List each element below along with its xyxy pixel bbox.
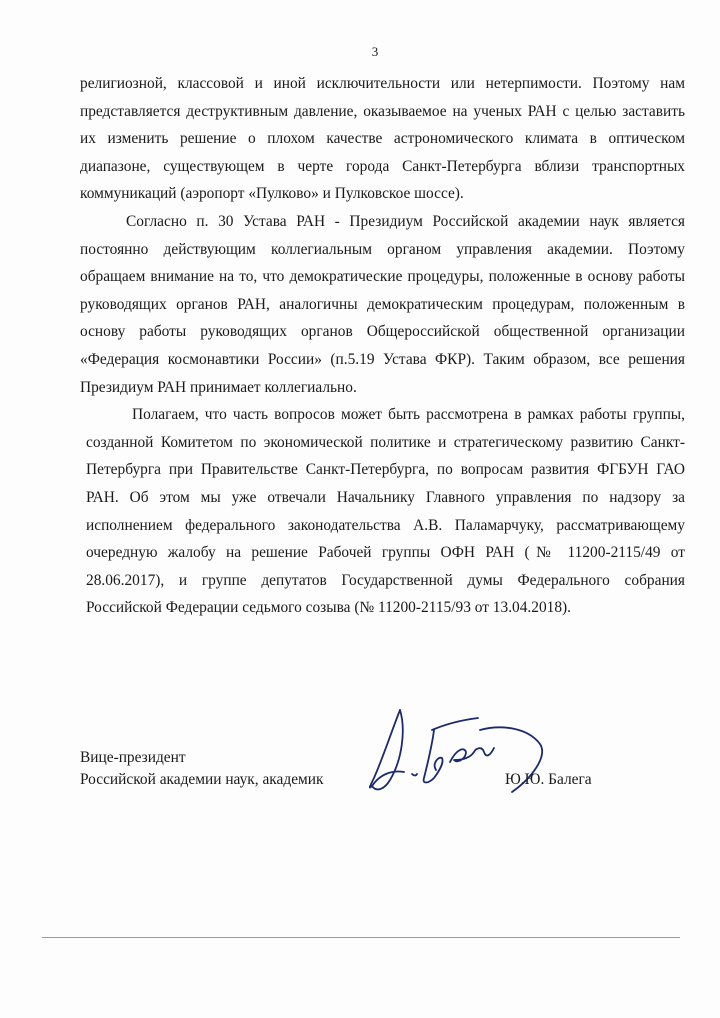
footer-divider xyxy=(42,937,680,938)
signer-title xyxy=(80,747,324,791)
signer-title-line-1: Вице-президент xyxy=(80,749,186,766)
paragraph-1: религиозной, классовой и иной исключительности или нетерпимости. Поэтому нам представляется деструктивным давление, оказываемое на ученых РАН с целью заставить их изменить решение о плохом качестве астрономического климата в оптическом диапазоне, существующем в черте города Санкт-Петербурга вблизи транспортных коммуникаций (аэропорт «Пулково» и Пулковское шоссе). xyxy=(80,75,685,203)
signer-title-line-2: Российской академии наук, академик xyxy=(80,771,324,788)
page-number: 3 xyxy=(371,44,379,59)
signer-name: Ю.Ю. Балега xyxy=(505,771,592,788)
letter-body xyxy=(80,70,685,622)
paragraph-2: Согласно п. 30 Устава РАН - Президиум Российской академии наук является постоянно действующим коллегиальным органом управления академии. Поэтому обращаем внимание на то, что демократические процедуры, положенные в основу работы руководящих органов РАН, аналогичны демократическим процедурам, положенным в основу работы руководящих органов Общероссийской общественной организации «Федерация космонавтики России» (п.5.19 Устава ФКР). Таким образом, все решения Президиум РАН принимает коллегиально. xyxy=(80,212,685,396)
paragraph-3: Полагаем, что часть вопросов может быть рассмотрена в рамках работы группы, созданной Комитетом по экономической политике и стратегическому развитию Санкт-Петербурга при Правительстве Санкт-Петербурга, по вопросам развития ФГБУН ГАО РАН. Об этом мы уже отвечали Начальнику Главного управления по надзору за исполнением федерального законодательства А.В. Паламарчуку, рассматривающему очередную жалобу на решение Рабочей группы ОФН РАН (№ 11200-2115/49 от 28.06.2017), и группе депутатов Государственной думы Федерального собрания Российской Федерации седьмого созыва (№ 11200-2115/93 от 13.04.2018). xyxy=(86,406,685,617)
